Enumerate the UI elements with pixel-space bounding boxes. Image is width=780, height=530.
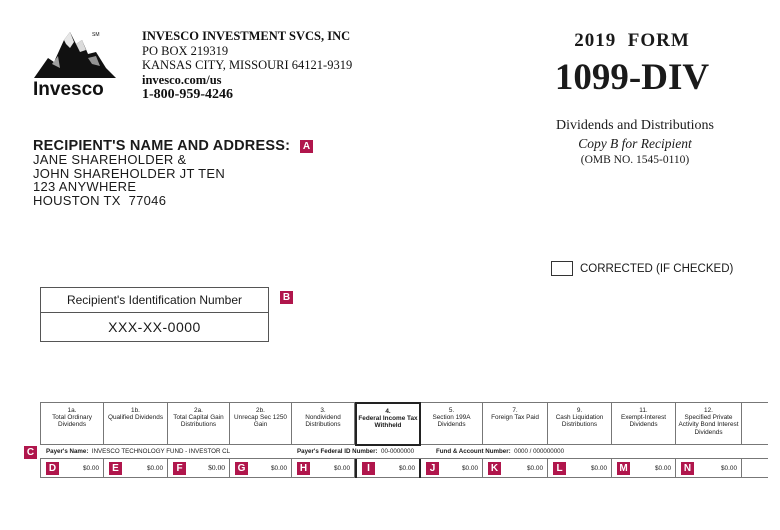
payer-website: invesco.com/us — [142, 72, 222, 87]
recipient-id-title: Recipient's Identification Number — [41, 288, 268, 313]
value-cell-1a: D $0.00 — [40, 459, 104, 478]
table-value-row — [40, 458, 768, 478]
payer-name-field: Payer's Name: INVESCO TECHNOLOGY FUND - INVESTOR CL — [46, 448, 231, 455]
value-cell-4: I $0.00 — [355, 459, 421, 478]
value-cell-2a: F $0.00 — [168, 459, 230, 478]
header-11: 11. Exempt-Interest Dividends — [612, 403, 676, 445]
recipient-line-2: JOHN SHAREHOLDER JT TEN — [33, 165, 226, 181]
badge-a: A — [300, 140, 313, 153]
recipient-id-value: XXX-XX-0000 — [108, 319, 201, 335]
header-2a: 2a. Total Capital Gain Distributions — [168, 403, 230, 445]
amounts-table — [40, 402, 768, 478]
header-1b: 1b. Qualified Dividends — [104, 403, 168, 445]
badge-b: B — [280, 291, 293, 304]
header-4: 4. Federal Income Tax Withheld — [355, 402, 421, 446]
badge-m: M — [617, 462, 630, 475]
value-cell-7: K $0.00 — [483, 459, 548, 478]
value-cell-2b: G $0.00 — [230, 459, 292, 478]
recipient-id-box — [40, 287, 269, 342]
badge-f: F — [173, 462, 186, 475]
recipient-heading-text: RECIPIENT'S NAME AND ADDRESS: — [33, 138, 291, 154]
value-cell-12: N $0.00 — [676, 459, 742, 478]
form-number: 1099-DIV — [554, 57, 710, 98]
federal-id-field: Payer's Federal ID Number: 00-0000000 — [297, 448, 415, 455]
recipient-address — [33, 153, 225, 207]
table-header-row — [40, 402, 768, 445]
value-cell-9: L $0.00 — [548, 459, 612, 478]
header-9: 9. Cash Liquidation Distributions — [548, 403, 612, 445]
form-omb: (OMB NO. 1545-0110) — [580, 154, 690, 166]
badge-c: C — [24, 446, 37, 459]
badge-l: L — [553, 462, 566, 475]
payer-name: INVESCO INVESTMENT SVCS, INC — [142, 29, 351, 43]
svg-text:SM: SM — [92, 32, 100, 38]
recipient-line-3: 123 ANYWHERE — [33, 179, 137, 194]
payer-address-block — [142, 29, 352, 103]
form-year: 2019 FORM — [574, 30, 690, 51]
badge-n: N — [681, 462, 694, 475]
value-cell-3: H $0.00 — [292, 459, 355, 478]
corrected-checkbox[interactable] — [551, 261, 573, 276]
form-title: Dividends and Distributions — [556, 118, 714, 133]
recipient-line-4: HOUSTON TX 77046 — [33, 192, 167, 208]
logo-wordmark: Invesco — [33, 79, 104, 100]
header-12: 12. Specified Private Activity Bond Interest Dividends — [676, 403, 742, 445]
form-description — [520, 117, 750, 167]
value-cell-1b: E $0.00 — [104, 459, 168, 478]
header-1a: 1a. Total Ordinary Dividends — [40, 403, 104, 445]
badge-h: H — [297, 462, 310, 475]
value-cell-5: J $0.00 — [421, 459, 483, 478]
badge-g: G — [235, 462, 248, 475]
badge-i: I — [362, 462, 375, 475]
header-2b: 2b. Unrecap Sec 1250 Gain — [230, 403, 292, 445]
badge-j: J — [426, 462, 439, 475]
badge-d: D — [46, 462, 59, 475]
table-payer-row — [40, 445, 768, 458]
payer-address-line-1: PO BOX 219319 — [142, 43, 229, 58]
header-3: 3. Nondividend Distributions — [292, 403, 355, 445]
payer-address-line-2: KANSAS CITY, MISSOURI 64121-9319 — [142, 58, 353, 72]
header-5: 5. Section 199A Dividends — [421, 403, 483, 445]
badge-k: K — [488, 462, 501, 475]
recipient-line-1: JANE SHAREHOLDER & — [33, 152, 187, 167]
header-7: 7. Foreign Tax Paid — [483, 403, 548, 445]
badge-e: E — [109, 462, 122, 475]
form-copy: Copy B for Recipient — [578, 136, 692, 151]
corrected-label: CORRECTED (IF CHECKED) — [580, 263, 734, 275]
value-cell-11: M $0.00 — [612, 459, 676, 478]
account-field: Fund & Account Number: 0000 / 000000000 — [436, 448, 565, 455]
payer-phone: 1-800-959-4246 — [142, 87, 233, 102]
